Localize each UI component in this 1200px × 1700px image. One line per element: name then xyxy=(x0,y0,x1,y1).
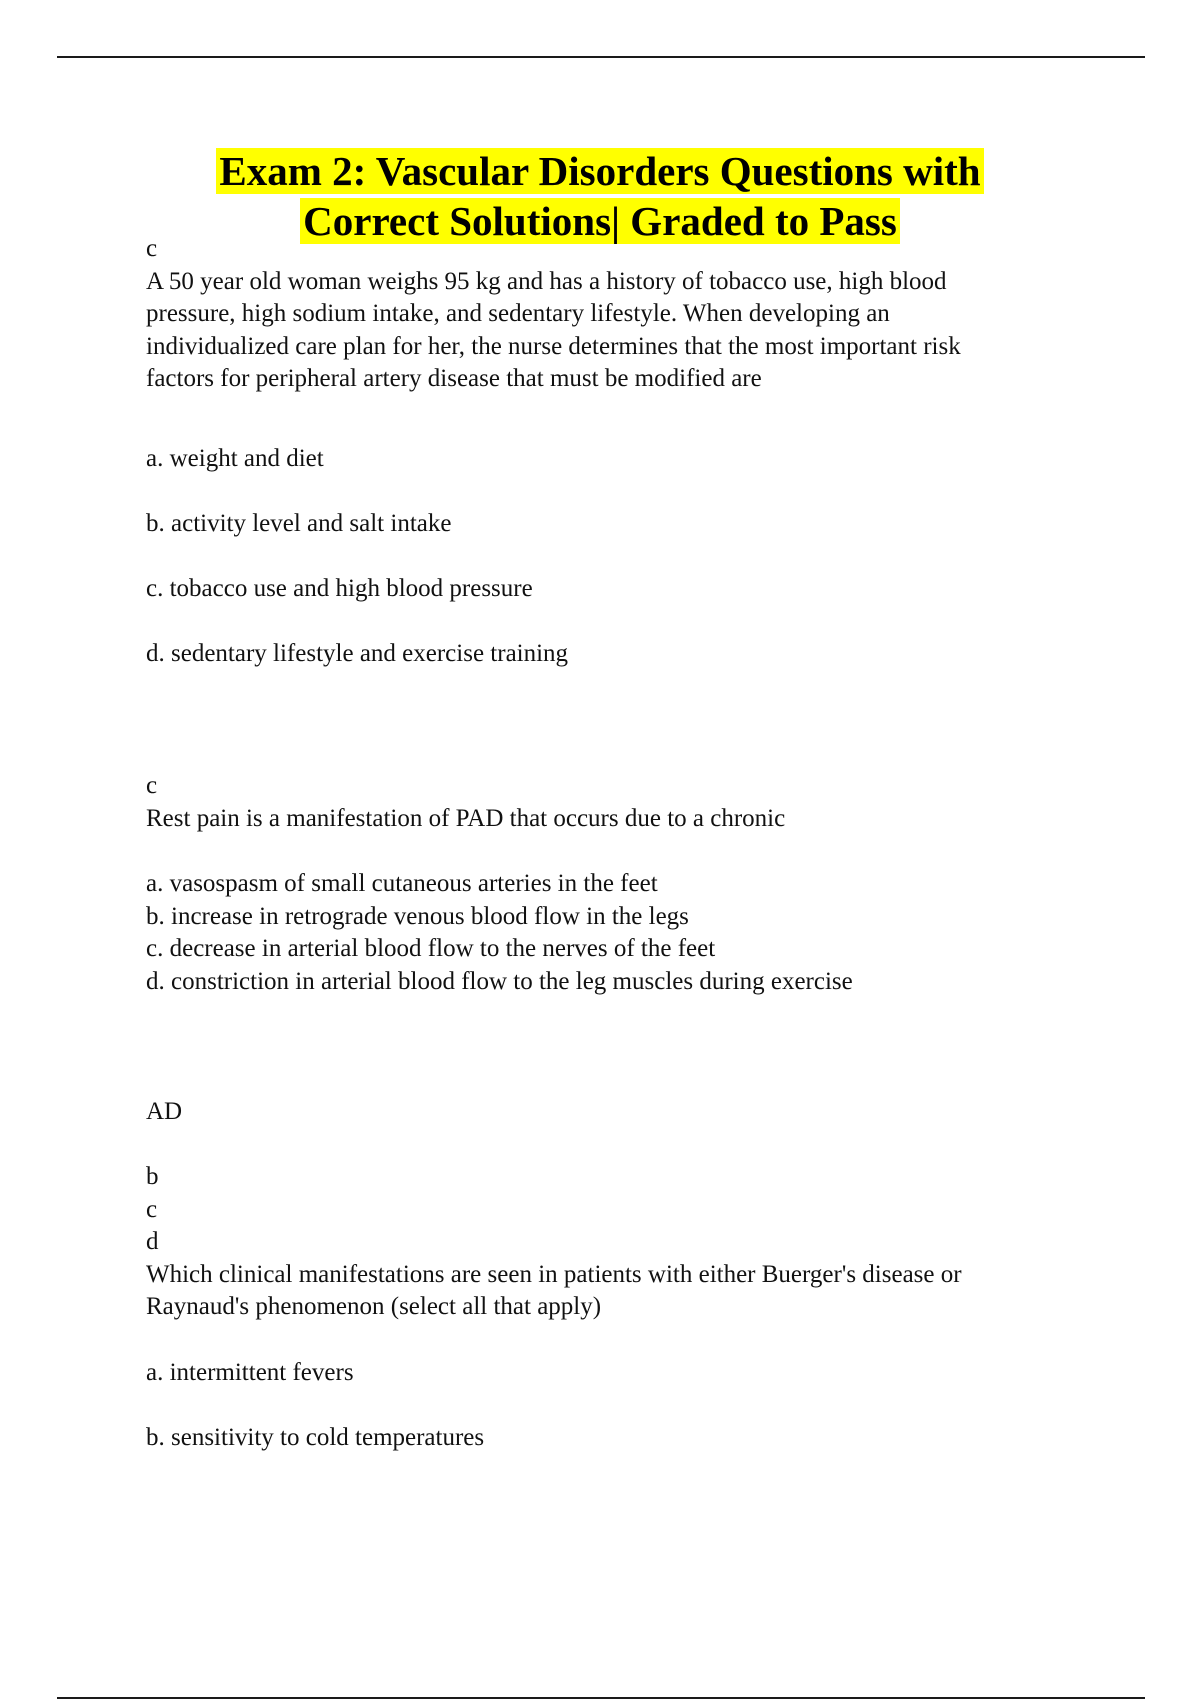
option-d: d. sedentary lifestyle and exercise training xyxy=(146,640,569,667)
question-stem-line: factors for peripheral artery disease that must be modified are xyxy=(146,365,762,392)
option-b: b. activity level and salt intake xyxy=(146,510,452,537)
question-2 xyxy=(146,770,1086,835)
question-stem-line: individualized care plan for her, the nurse determines that the most important risk xyxy=(146,332,961,360)
answer-key: AD xyxy=(146,1098,183,1125)
option-a: a. intermittent fevers xyxy=(146,1359,354,1386)
option-b: b. sensitivity to cold temperatures xyxy=(146,1424,485,1451)
question-1 xyxy=(146,233,1086,396)
answer-key: c xyxy=(146,772,158,799)
question-stem-line: A 50 year old woman weighs 95 kg and has a history of tobacco use, high blood xyxy=(146,267,947,295)
answer-key: b xyxy=(146,1163,159,1190)
answer-key: c xyxy=(146,235,158,262)
title-line-2: Correct Solutions| Graded to Pass xyxy=(300,198,900,244)
option-c: c. tobacco use and high blood pressure xyxy=(146,575,533,602)
option-d: d. constriction in arterial blood flow to the leg muscles during exercise xyxy=(146,967,853,995)
option-b: b. increase in retrograde venous blood flow in the legs xyxy=(146,902,689,930)
header-rule xyxy=(57,56,1145,58)
question-stem-line: Raynaud's phenomenon (select all that apply) xyxy=(146,1293,602,1320)
question-3 xyxy=(146,1161,1086,1324)
document-title xyxy=(0,146,1200,246)
question-stem-line: pressure, high sodium intake, and sedentary lifestyle. When developing an xyxy=(146,300,890,327)
option-c: c. decrease in arterial blood flow to the nerves of the feet xyxy=(146,935,716,962)
question-stem-line: Rest pain is a manifestation of PAD that occurs due to a chronic xyxy=(146,804,786,832)
answer-key: c xyxy=(146,1195,158,1223)
answer-key: d xyxy=(146,1228,159,1255)
question-stem-line: Which clinical manifestations are seen in patients with either Buerger's disease or xyxy=(146,1260,962,1288)
option-a: a. weight and diet xyxy=(146,445,324,472)
title-line-1: Exam 2: Vascular Disorders Questions with xyxy=(216,148,983,194)
question-2-options xyxy=(146,868,1086,998)
footer-rule xyxy=(57,1697,1145,1699)
option-a: a. vasospasm of small cutaneous arteries in the feet xyxy=(146,870,658,897)
